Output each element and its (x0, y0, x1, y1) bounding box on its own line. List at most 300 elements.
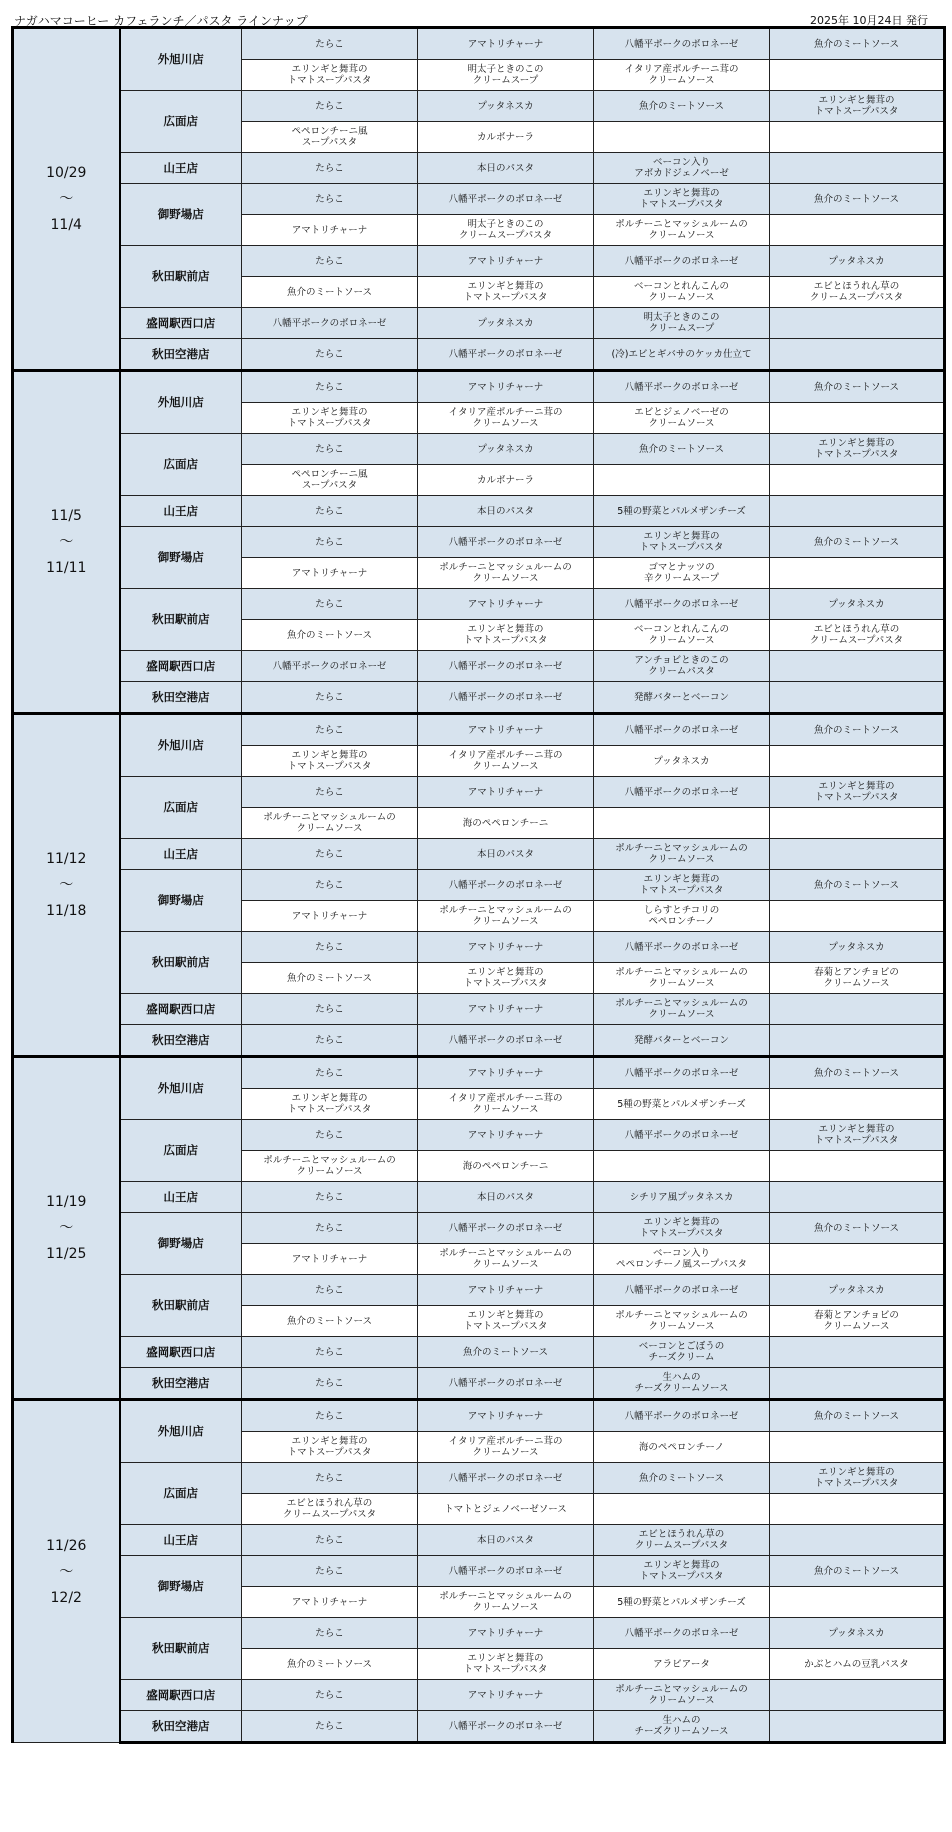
menu-item: エリンギと舞茸の トマトスープパスタ (418, 277, 594, 308)
menu-item: 魚介のミートソース (770, 1400, 945, 1432)
menu-item: 八幡平ポークのボロネーゼ (594, 371, 770, 403)
menu-item: 魚介のミートソース (418, 1337, 594, 1368)
week-range (13, 28, 120, 371)
menu-item: ポルチーニとマッシュルームの クリームソース (242, 1151, 418, 1182)
menu-item: 魚介のミートソース (594, 91, 770, 122)
menu-item: 生ハムの チーズクリームソース (594, 1711, 770, 1743)
store-name: 盛岡駅西口店 (120, 308, 242, 339)
menu-item: 八幡平ポークのボロネーゼ (418, 1368, 594, 1400)
menu-item (594, 1151, 770, 1182)
table-row (13, 1057, 945, 1089)
week-tilde: ～ (59, 534, 74, 550)
menu-item: ペペロンチーニ風 スープパスタ (242, 465, 418, 496)
menu-item: アマトリチャーナ (418, 1057, 594, 1089)
store-name: 広面店 (120, 1463, 242, 1525)
menu-item: 八幡平ポークのボロネーゼ (594, 1057, 770, 1089)
store-name: 秋田駅前店 (120, 589, 242, 651)
menu-item: 八幡平ポークのボロネーゼ (594, 589, 770, 620)
table-row (13, 1525, 945, 1556)
menu-item: たらこ (242, 527, 418, 558)
menu-item (770, 682, 945, 714)
menu-item: エビとほうれん草の クリームスープパスタ (770, 277, 945, 308)
menu-item (770, 1337, 945, 1368)
table-row (13, 308, 945, 339)
menu-item (770, 1587, 945, 1618)
store-name: 山王店 (120, 496, 242, 527)
menu-item: たらこ (242, 1525, 418, 1556)
menu-item: 発酵バターとベーコン (594, 1025, 770, 1057)
menu-item: 海のペペロンチーノ (594, 1432, 770, 1463)
menu-item: 生ハムの チーズクリームソース (594, 1368, 770, 1400)
menu-item: 八幡平ポークのボロネーゼ (418, 651, 594, 682)
menu-item: たらこ (242, 496, 418, 527)
menu-item: エリンギと舞茸の トマトスープパスタ (770, 91, 945, 122)
week-from: 11/12 (46, 851, 87, 867)
menu-item: ベーコン入り ペペロンチーノ風スープパスタ (594, 1244, 770, 1275)
table-row (13, 1275, 945, 1306)
menu-item: ポルチーニとマッシュルームの クリームソース (242, 808, 418, 839)
table-row (13, 589, 945, 620)
menu-item (770, 403, 945, 434)
menu-item: たらこ (242, 1057, 418, 1089)
menu-item (770, 496, 945, 527)
menu-item (770, 1525, 945, 1556)
store-name: 御野場店 (120, 1213, 242, 1275)
menu-item: アマトリチャーナ (418, 932, 594, 963)
table-row (13, 339, 945, 371)
menu-item: プッタネスカ (418, 308, 594, 339)
page-title: ナガハマコーヒー カフェランチ／パスタ ラインナップ (14, 14, 308, 28)
menu-item: 魚介のミートソース (242, 1649, 418, 1680)
menu-item: 八幡平ポークのボロネーゼ (418, 339, 594, 371)
menu-item (594, 808, 770, 839)
menu-item: アマトリチャーナ (418, 994, 594, 1025)
week-tilde: ～ (59, 1563, 74, 1580)
store-name: 盛岡駅西口店 (120, 651, 242, 682)
week-from: 11/19 (46, 1194, 87, 1210)
menu-item (770, 339, 945, 371)
table-row (13, 246, 945, 277)
menu-item: エリンギと舞茸の トマトスープパスタ (770, 434, 945, 465)
week-to: 11/18 (46, 903, 87, 919)
store-name: 御野場店 (120, 870, 242, 932)
menu-item: エリンギと舞茸の トマトスープパスタ (594, 1213, 770, 1244)
menu-item: 八幡平ポークのボロネーゼ (418, 527, 594, 558)
lineup-table (11, 26, 946, 1744)
menu-item: たらこ (242, 777, 418, 808)
store-name: 山王店 (120, 839, 242, 870)
menu-item: 八幡平ポークのボロネーゼ (242, 308, 418, 339)
week-to: 11/25 (46, 1246, 87, 1262)
menu-item: 八幡平ポークのボロネーゼ (418, 1711, 594, 1743)
menu-item: トマトとジェノベーゼソース (418, 1494, 594, 1525)
menu-item: アマトリチャーナ (418, 1618, 594, 1649)
menu-item: エリンギと舞茸の トマトスープパスタ (594, 184, 770, 215)
store-name: 盛岡駅西口店 (120, 994, 242, 1025)
menu-item: 魚介のミートソース (242, 963, 418, 994)
menu-item: プッタネスカ (418, 434, 594, 465)
menu-item (770, 1025, 945, 1057)
store-name: 秋田駅前店 (120, 932, 242, 994)
store-name: 山王店 (120, 1525, 242, 1556)
menu-item: たらこ (242, 1025, 418, 1057)
menu-item: エリンギと舞茸の トマトスープパスタ (242, 1432, 418, 1463)
menu-item: たらこ (242, 1680, 418, 1711)
menu-item: アラビアータ (594, 1649, 770, 1680)
menu-item: アマトリチャーナ (418, 28, 594, 60)
menu-item: 八幡平ポークのボロネーゼ (242, 651, 418, 682)
menu-item: たらこ (242, 91, 418, 122)
menu-item: イタリア産ポルチーニ茸の クリームソース (594, 60, 770, 91)
week-range (13, 1400, 120, 1743)
menu-item: たらこ (242, 1463, 418, 1494)
menu-item: たらこ (242, 153, 418, 184)
table-row (13, 91, 945, 122)
menu-item: アマトリチャーナ (418, 714, 594, 746)
week-from: 10/29 (46, 165, 87, 181)
menu-item: 本日のパスタ (418, 839, 594, 870)
menu-item (770, 1244, 945, 1275)
store-name: 秋田空港店 (120, 1025, 242, 1057)
menu-item (770, 1494, 945, 1525)
menu-item: 本日のパスタ (418, 1525, 594, 1556)
menu-item: たらこ (242, 434, 418, 465)
menu-item: 魚介のミートソース (242, 620, 418, 651)
menu-item: ポルチーニとマッシュルームの クリームソース (594, 1306, 770, 1337)
menu-item: アマトリチャーナ (418, 1400, 594, 1432)
table-row (13, 1025, 945, 1057)
menu-item: たらこ (242, 839, 418, 870)
menu-item: ポルチーニとマッシュルームの クリームソース (418, 1587, 594, 1618)
menu-item: 八幡平ポークのボロネーゼ (418, 682, 594, 714)
menu-item: たらこ (242, 682, 418, 714)
table-row (13, 839, 945, 870)
menu-item: ポルチーニとマッシュルームの クリームソース (418, 901, 594, 932)
menu-item (770, 808, 945, 839)
menu-item: ポルチーニとマッシュルームの クリームソース (594, 963, 770, 994)
menu-item: アマトリチャーナ (418, 246, 594, 277)
menu-item: たらこ (242, 1711, 418, 1743)
menu-item: アマトリチャーナ (418, 1275, 594, 1306)
menu-item: しらすとチコリの ペペロンチーノ (594, 901, 770, 932)
table-row (13, 682, 945, 714)
menu-item: たらこ (242, 1275, 418, 1306)
table-row (13, 1618, 945, 1649)
menu-item (770, 558, 945, 589)
menu-item: ベーコンとごぼうの チーズクリーム (594, 1337, 770, 1368)
menu-item: プッタネスカ (418, 91, 594, 122)
menu-item: カルボナーラ (418, 122, 594, 153)
menu-item (770, 994, 945, 1025)
menu-item: 魚介のミートソース (770, 28, 945, 60)
menu-item: たらこ (242, 339, 418, 371)
menu-item: 八幡平ポークのボロネーゼ (594, 777, 770, 808)
menu-item: 魚介のミートソース (594, 434, 770, 465)
week-from: 11/5 (50, 508, 82, 524)
menu-item: 八幡平ポークのボロネーゼ (594, 1120, 770, 1151)
menu-item: イタリア産ポルチーニ茸の クリームソース (418, 746, 594, 777)
menu-item (770, 1089, 945, 1120)
store-name: 広面店 (120, 91, 242, 153)
table-row (13, 932, 945, 963)
menu-item: プッタネスカ (770, 246, 945, 277)
store-name: 御野場店 (120, 184, 242, 246)
table-row (13, 777, 945, 808)
store-name: 秋田空港店 (120, 1368, 242, 1400)
menu-item (770, 746, 945, 777)
menu-item (770, 60, 945, 91)
menu-item: エリンギと舞茸の トマトスープパスタ (770, 1463, 945, 1494)
table-row (13, 434, 945, 465)
table-row (13, 496, 945, 527)
menu-item: エリンギと舞茸の トマトスープパスタ (418, 963, 594, 994)
menu-item: 魚介のミートソース (242, 1306, 418, 1337)
menu-item: 5種の野菜とパルメザンチーズ (594, 496, 770, 527)
table-row (13, 1463, 945, 1494)
menu-item: アンチョビときのこの クリームパスタ (594, 651, 770, 682)
menu-item: たらこ (242, 1182, 418, 1213)
table-row (13, 651, 945, 682)
week-to: 11/4 (50, 217, 82, 233)
menu-item: アマトリチャーナ (418, 777, 594, 808)
menu-item (770, 1680, 945, 1711)
week-tilde: ～ (59, 191, 74, 207)
menu-item: エビとほうれん草の クリームスープパスタ (594, 1525, 770, 1556)
menu-item: ポルチーニとマッシュルームの クリームソース (594, 839, 770, 870)
store-name: 秋田空港店 (120, 682, 242, 714)
menu-item: プッタネスカ (594, 746, 770, 777)
menu-item: たらこ (242, 994, 418, 1025)
menu-item (770, 839, 945, 870)
menu-item: 八幡平ポークのボロネーゼ (594, 28, 770, 60)
menu-item (770, 122, 945, 153)
table-row (13, 28, 945, 60)
menu-item (594, 465, 770, 496)
menu-item: 魚介のミートソース (770, 1213, 945, 1244)
menu-item: ペペロンチーニ風 スープパスタ (242, 122, 418, 153)
menu-item: 明太子ときのこの クリームスープパスタ (418, 215, 594, 246)
store-name: 秋田駅前店 (120, 246, 242, 308)
table-row (13, 527, 945, 558)
table-row (13, 153, 945, 184)
table-row (13, 1368, 945, 1400)
menu-item: 発酵バターとベーコン (594, 682, 770, 714)
menu-item: ゴマとナッツの 辛クリームスープ (594, 558, 770, 589)
menu-item: ベーコンとれんこんの クリームソース (594, 620, 770, 651)
store-name: 御野場店 (120, 527, 242, 589)
lineup-body (13, 28, 945, 1743)
menu-item: アマトリチャーナ (418, 1120, 594, 1151)
menu-item: たらこ (242, 371, 418, 403)
week-range (13, 714, 120, 1057)
menu-item: たらこ (242, 1213, 418, 1244)
menu-item: たらこ (242, 246, 418, 277)
menu-item: 八幡平ポークのボロネーゼ (594, 1618, 770, 1649)
menu-item: 海のペペロンチーニ (418, 1151, 594, 1182)
menu-item (770, 1711, 945, 1743)
menu-item: 5種の野菜とパルメザンチーズ (594, 1089, 770, 1120)
menu-item: 海のペペロンチーニ (418, 808, 594, 839)
menu-item (770, 901, 945, 932)
table-row (13, 870, 945, 901)
menu-item: たらこ (242, 1120, 418, 1151)
menu-item: エビとほうれん草の クリームスープパスタ (770, 620, 945, 651)
menu-item: 八幡平ポークのボロネーゼ (594, 714, 770, 746)
store-name: 外旭川店 (120, 714, 242, 777)
menu-item: イタリア産ポルチーニ茸の クリームソース (418, 1089, 594, 1120)
store-name: 外旭川店 (120, 1400, 242, 1463)
menu-item: たらこ (242, 1618, 418, 1649)
menu-item: イタリア産ポルチーニ茸の クリームソース (418, 1432, 594, 1463)
menu-item: 八幡平ポークのボロネーゼ (418, 870, 594, 901)
menu-item: 八幡平ポークのボロネーゼ (594, 1400, 770, 1432)
week-tilde: ～ (59, 877, 74, 893)
menu-item: 八幡平ポークのボロネーゼ (418, 1463, 594, 1494)
menu-item: エリンギと舞茸の トマトスープパスタ (242, 1089, 418, 1120)
menu-item: ポルチーニとマッシュルームの クリームソース (594, 215, 770, 246)
menu-item: 八幡平ポークのボロネーゼ (594, 1275, 770, 1306)
menu-item: ポルチーニとマッシュルームの クリームソース (594, 1680, 770, 1711)
week-to: 11/11 (46, 560, 87, 576)
menu-item: 八幡平ポークのボロネーゼ (594, 932, 770, 963)
table-row (13, 1711, 945, 1743)
menu-item: 春菊とアンチョビの クリームソース (770, 1306, 945, 1337)
menu-item (770, 153, 945, 184)
menu-item: 5種の野菜とパルメザンチーズ (594, 1587, 770, 1618)
menu-item: ポルチーニとマッシュルームの クリームソース (418, 1244, 594, 1275)
menu-item: イタリア産ポルチーニ茸の クリームソース (418, 403, 594, 434)
menu-item: エリンギと舞茸の トマトスープパスタ (242, 403, 418, 434)
menu-item: 本日のパスタ (418, 496, 594, 527)
menu-item: エリンギと舞茸の トマトスープパスタ (418, 1649, 594, 1680)
menu-item: (冷)エビとギバサのケッカ仕立て (594, 339, 770, 371)
menu-item: アマトリチャーナ (242, 1587, 418, 1618)
store-name: 外旭川店 (120, 1057, 242, 1120)
menu-item: シチリア風プッタネスカ (594, 1182, 770, 1213)
menu-item (770, 308, 945, 339)
table-row (13, 1680, 945, 1711)
menu-item: 八幡平ポークのボロネーゼ (418, 1213, 594, 1244)
store-name: 広面店 (120, 1120, 242, 1182)
menu-item (770, 1182, 945, 1213)
menu-item: たらこ (242, 589, 418, 620)
menu-item: 本日のパスタ (418, 1182, 594, 1213)
menu-item (770, 1368, 945, 1400)
menu-item: アマトリチャーナ (418, 589, 594, 620)
menu-item: エビとほうれん草の クリームスープパスタ (242, 1494, 418, 1525)
table-row (13, 1556, 945, 1587)
table-row (13, 714, 945, 746)
menu-item: ベーコン入り アボカドジェノベーゼ (594, 153, 770, 184)
store-name: 盛岡駅西口店 (120, 1337, 242, 1368)
menu-item: ベーコンとれんこんの クリームソース (594, 277, 770, 308)
menu-item: アマトリチャーナ (418, 1680, 594, 1711)
issue-date: 2025年 10月24日 発行 (810, 14, 928, 27)
menu-item: エリンギと舞茸の トマトスープパスタ (594, 1556, 770, 1587)
table-row (13, 371, 945, 403)
menu-item: エリンギと舞茸の トマトスープパスタ (418, 1306, 594, 1337)
table-row (13, 1120, 945, 1151)
menu-item: エリンギと舞茸の トマトスープパスタ (418, 620, 594, 651)
menu-item: 本日のパスタ (418, 153, 594, 184)
menu-item: プッタネスカ (770, 932, 945, 963)
menu-item: アマトリチャーナ (418, 371, 594, 403)
menu-item: プッタネスカ (770, 1275, 945, 1306)
menu-item: 魚介のミートソース (242, 277, 418, 308)
menu-item: 八幡平ポークのボロネーゼ (418, 1025, 594, 1057)
table-row (13, 1182, 945, 1213)
store-name: 山王店 (120, 1182, 242, 1213)
store-name: 外旭川店 (120, 28, 242, 91)
menu-item (770, 651, 945, 682)
menu-item: 魚介のミートソース (770, 184, 945, 215)
menu-item: たらこ (242, 1556, 418, 1587)
menu-item: エリンギと舞茸の トマトスープパスタ (594, 870, 770, 901)
store-name: 広面店 (120, 777, 242, 839)
store-name: 秋田空港店 (120, 1711, 242, 1743)
menu-item: プッタネスカ (770, 589, 945, 620)
menu-item: たらこ (242, 1368, 418, 1400)
store-name: 秋田空港店 (120, 339, 242, 371)
store-name: 外旭川店 (120, 371, 242, 434)
menu-item: たらこ (242, 184, 418, 215)
menu-item: アマトリチャーナ (242, 901, 418, 932)
menu-item: たらこ (242, 870, 418, 901)
menu-item (770, 1151, 945, 1182)
menu-item: たらこ (242, 714, 418, 746)
menu-item: たらこ (242, 932, 418, 963)
menu-item: 春菊とアンチョビの クリームソース (770, 963, 945, 994)
menu-item: エリンギと舞茸の トマトスープパスタ (242, 746, 418, 777)
menu-item (770, 1432, 945, 1463)
menu-item: 八幡平ポークのボロネーゼ (418, 184, 594, 215)
table-row (13, 1213, 945, 1244)
menu-item: カルボナーラ (418, 465, 594, 496)
store-name: 秋田駅前店 (120, 1275, 242, 1337)
menu-item: エリンギと舞茸の トマトスープパスタ (770, 777, 945, 808)
menu-item: 魚介のミートソース (770, 371, 945, 403)
menu-item: ポルチーニとマッシュルームの クリームソース (418, 558, 594, 589)
store-name: 秋田駅前店 (120, 1618, 242, 1680)
menu-item: エビとジェノベーゼの クリームソース (594, 403, 770, 434)
store-name: 山王店 (120, 153, 242, 184)
menu-item: かぶとハムの豆乳パスタ (770, 1649, 945, 1680)
store-name: 盛岡駅西口店 (120, 1680, 242, 1711)
menu-item (594, 1494, 770, 1525)
menu-item: 八幡平ポークのボロネーゼ (418, 1556, 594, 1587)
table-row (13, 1400, 945, 1432)
menu-item: アマトリチャーナ (242, 1244, 418, 1275)
menu-item: アマトリチャーナ (242, 215, 418, 246)
menu-item (770, 465, 945, 496)
menu-item (594, 122, 770, 153)
menu-item: エリンギと舞茸の トマトスープパスタ (770, 1120, 945, 1151)
week-range (13, 1057, 120, 1400)
table-row (13, 994, 945, 1025)
week-range (13, 371, 120, 714)
menu-item: 魚介のミートソース (594, 1463, 770, 1494)
menu-item: 魚介のミートソース (770, 1556, 945, 1587)
store-name: 御野場店 (120, 1556, 242, 1618)
week-tilde: ～ (59, 1220, 74, 1236)
menu-item: アマトリチャーナ (242, 558, 418, 589)
menu-item (770, 215, 945, 246)
menu-item: エリンギと舞茸の トマトスープパスタ (594, 527, 770, 558)
menu-item: 魚介のミートソース (770, 1057, 945, 1089)
week-from: 11/26 (46, 1537, 87, 1554)
store-name: 広面店 (120, 434, 242, 496)
week-to: 12/2 (50, 1589, 82, 1606)
